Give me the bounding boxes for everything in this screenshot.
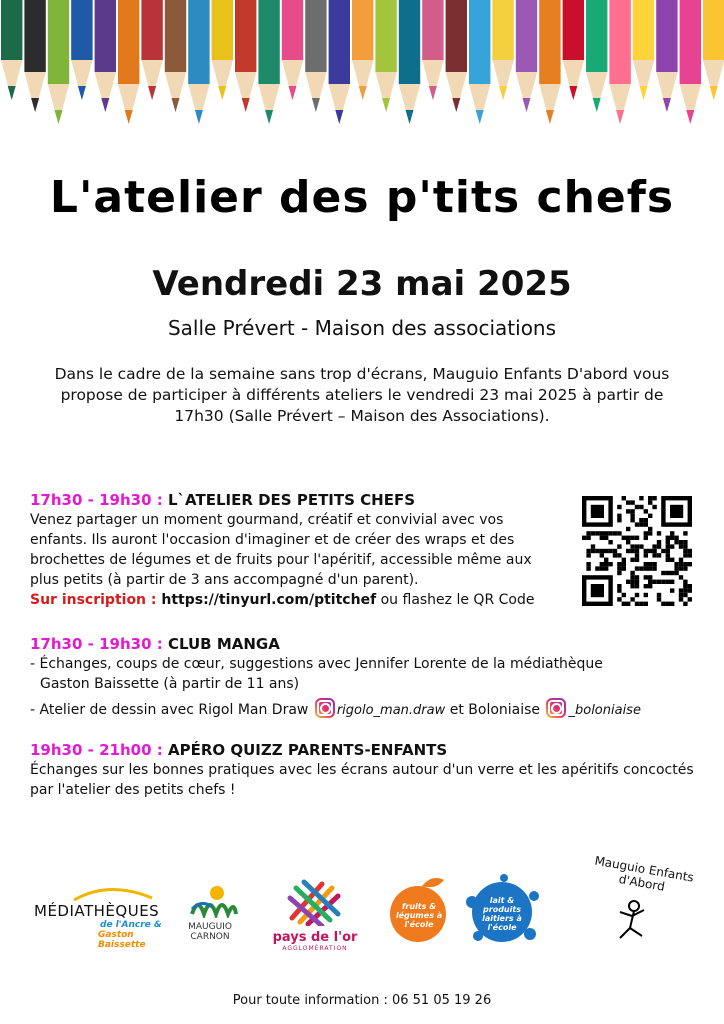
manga-line-2b: et Boloniaise [445, 702, 545, 718]
qr-code[interactable] [582, 496, 692, 606]
pencil [469, 0, 490, 124]
atelier-section [30, 490, 550, 610]
pencil [422, 0, 443, 100]
fruits-legumes-logo: fruits & légumes à l'école [388, 872, 452, 944]
pencil [703, 0, 724, 100]
pencil [118, 0, 139, 124]
manga-line-1: - Échanges, coups de cœur, suggestions avec Jennifer Lorente de la médiathèque [30, 656, 603, 672]
pencil [516, 0, 537, 112]
pencil [492, 0, 513, 100]
pencil [609, 0, 630, 124]
apero-title: APÉRO QUIZZ PARENTS-ENFANTS [167, 741, 448, 759]
manga-line-1b: Gaston Baissette (à partir de 11 ans) [40, 676, 300, 692]
qr-instruction: ou flashez le QR Code [376, 592, 535, 608]
atelier-description: Venez partager un moment gourmand, créatif et convivial avec vos enfants. Ils auront l'occasion d'imaginer et de créer des wraps et des brochettes de légumes et de fruits pour l'apéritif, accessible même aux plus petits (à partir de 3 ans accompagné d'un parent). [30, 512, 532, 588]
apero-section [30, 740, 700, 800]
apero-time: 19h30 - 21h00 : [30, 741, 168, 759]
pencil [258, 0, 279, 124]
instagram-icon [315, 698, 335, 718]
atelier-time: 17h30 - 19h30 : [30, 491, 168, 509]
pencil [563, 0, 584, 100]
pencil [235, 0, 256, 112]
pencil [539, 0, 560, 124]
mauguio-enfants-dabord-logo: Mauguio Enfants d'Abord [576, 858, 706, 968]
event-venue: Salle Prévert - Maison des associations [167, 316, 557, 340]
pencil [446, 0, 467, 112]
mauguio-carnon-logo: MAUGUIO CARNON [186, 884, 238, 946]
pencil [95, 0, 116, 112]
event-date: Vendredi 23 mai 2025 [152, 264, 572, 304]
pencil [329, 0, 350, 124]
instagram-handle-boloniaise[interactable]: _boloniaise [568, 703, 641, 718]
instagram-handle-rigolo[interactable]: rigolo_man.draw [336, 703, 446, 718]
pays-de-l-or-logo: pays de l'or AGGLOMÉRATION [270, 874, 360, 954]
atelier-title: L`ATELIER DES PETITS CHEFS [167, 491, 415, 509]
pencil [399, 0, 420, 124]
pencil [188, 0, 209, 124]
lait-produits-logo: lait & produits laitiers à l'école [460, 872, 544, 952]
pencil [633, 0, 654, 100]
pencil [24, 0, 45, 112]
pencil [71, 0, 92, 100]
signup-label: Sur inscription : [30, 592, 162, 608]
signup-link[interactable]: https://tinyurl.com/ptitchef [161, 592, 377, 608]
woven-icon [270, 874, 360, 926]
waves-icon [186, 884, 238, 918]
mediatheques-logo: MÉDIATHÈQUES de l'Ancre & Gaston Baissette [34, 884, 184, 944]
colored-pencils-banner [0, 0, 724, 140]
pencil [212, 0, 233, 100]
manga-section [30, 634, 710, 721]
pencil [305, 0, 326, 112]
manga-time: 17h30 - 19h30 : [30, 635, 168, 653]
apero-description: Échanges sur les bonnes pratiques avec les écrans autour d'un verre et les apéritifs concoctés par l'atelier des petits chefs ! [30, 762, 694, 798]
pencil [282, 0, 303, 100]
pencil [656, 0, 677, 112]
pencil [680, 0, 701, 124]
manga-line-2a: - Atelier de dessin avec Rigol Man Draw [30, 702, 313, 718]
intro-paragraph: Dans le cadre de la semaine sans trop d'écrans, Mauguio Enfants D'abord vous propose de participer à différents ateliers le vendredi 23 mai 2025 à partir de 17h30 (Salle Prévert – Maison des Associations). [54, 365, 670, 425]
pencil [1, 0, 22, 100]
pencil [375, 0, 396, 112]
pencil [141, 0, 162, 100]
manga-title: CLUB MANGA [167, 635, 280, 653]
pencil [48, 0, 69, 124]
poster-title: L'atelier des p'tits chefs [49, 172, 675, 223]
pencil [165, 0, 186, 112]
contact-footer: Pour toute information : 06 51 05 19 26 [232, 993, 492, 1008]
pencil [586, 0, 607, 112]
instagram-icon [546, 698, 566, 718]
pencil [352, 0, 373, 100]
